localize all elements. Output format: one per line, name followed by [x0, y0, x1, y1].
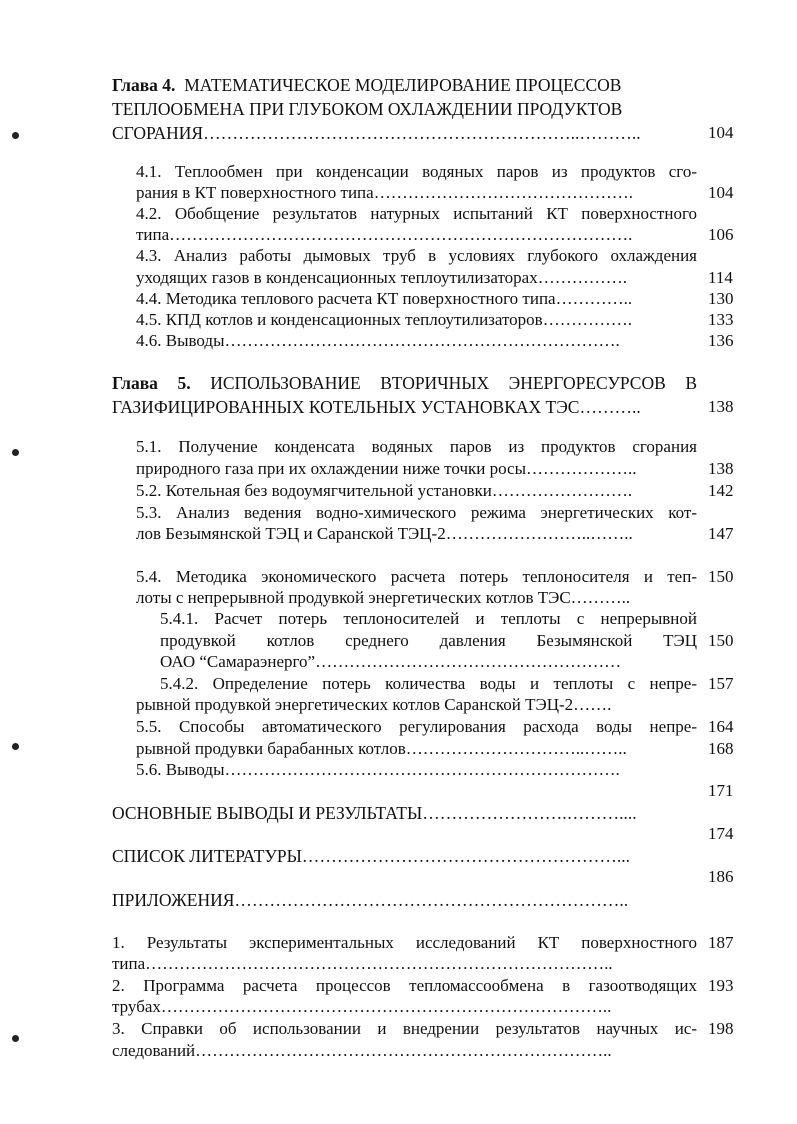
toc-4-1-line-2: рания в КТ поверхностного типа………………………………………. [136, 183, 633, 202]
references-page: 186 [708, 867, 734, 886]
toc-5-4-1-line-1: 5.4.1. Расчет потерь теплоносителей и теплоты с непрерывной [160, 609, 697, 628]
conclusions-entry: ОСНОВНЫЕ ВЫВОДЫ И РЕЗУЛЬТАТЫ…………………….……….... [112, 803, 637, 823]
appendix-1-line-2: типа……………………………………………………………………….. [112, 954, 613, 973]
toc-5-4-1-line-3: ОАО “Самараэнерго”……………………………………………… [160, 652, 622, 671]
toc-5-3-line-1: 5.3. Анализ ведения водно-химического режима энергетических кот- [136, 503, 697, 522]
toc-5-6-page: 171 [708, 781, 734, 800]
toc-5-1-page: 138 [708, 459, 734, 478]
toc-4-3-line-1: 4.3. Анализ работы дымовых труб в условиях глубокого охлаждения [136, 246, 697, 265]
toc-5-4-2-line-2: рывной продувкой энергетических котлов Саранской ТЭЦ-2……. [136, 695, 612, 714]
toc-5-5-line-1: 5.5. Способы автоматического регулирования расхода воды непре- [136, 717, 697, 736]
toc-4-5: 4.5. КПД котлов и конденсационных теплоутилизаторов……………. [136, 310, 632, 329]
appendices-entry: ПРИЛОЖЕНИЯ………………………………………………………….. [112, 890, 629, 910]
toc-4-4: 4.4. Методика теплового расчета КТ поверхностного типа………….. [136, 289, 633, 308]
toc-4-2-page: 106 [708, 225, 734, 244]
toc-4-4-page: 130 [708, 289, 734, 308]
punch-hole-1 [12, 132, 19, 139]
appendix-1-page: 187 [708, 933, 734, 952]
appendix-3-line-1: 3. Справки об использовании и внедрении результатов научных ис- [112, 1019, 697, 1038]
toc-4-1-page: 104 [708, 183, 734, 202]
toc-5-4-line-1: 5.4. Методика экономического расчета потерь теплоносителя и теп- [136, 567, 697, 586]
appendix-1-line-1: 1. Результаты экспериментальных исследований КТ поверхностного [112, 933, 697, 952]
toc-4-5-page: 133 [708, 310, 734, 329]
references-entry: СПИСОК ЛИТЕРАТУРЫ………………………………………………... [112, 846, 630, 866]
toc-4-3-line-2: уходящих газов в конденсационных теплоутилизаторах……………. [136, 268, 627, 287]
toc-4-3-page: 114 [708, 268, 733, 287]
toc-5-2-page: 142 [708, 481, 734, 500]
toc-5-4-1-page: 150 [708, 631, 734, 650]
conclusions-page: 174 [708, 824, 734, 843]
chapter-4-page: 104 [708, 123, 734, 142]
toc-5-3-line-2: лов Безымянской ТЭЦ и Саранской ТЭЦ-2……………………..…….. [136, 524, 633, 543]
chapter-5-title-1: ИСПОЛЬЗОВАНИЕ ВТОРИЧНЫХ ЭНЕРГОРЕСУРСОВ В [210, 373, 698, 393]
appendix-3-line-2: следований……………………………………………………………….. [112, 1041, 612, 1060]
toc-5-3-page: 147 [708, 524, 734, 543]
toc-5-4-line-2: лоты с непрерывной продувкой энергетических котлов ТЭС……….. [136, 588, 631, 607]
punch-hole-2 [12, 449, 19, 456]
toc-5-5-line-2: рывной продувки барабанных котлов…………………………..…….. [136, 739, 627, 758]
toc-5-4-2-line-1: 5.4.2. Определение потерь количества воды и теплоты с непре- [160, 674, 697, 693]
toc-5-4-page: 150 [708, 567, 734, 586]
chapter-4-title-1: МАТЕМАТИЧЕСКОЕ МОДЕЛИРОВАНИЕ ПРОЦЕССОВ [184, 75, 622, 95]
punch-hole-3 [12, 743, 19, 750]
chapter-5-page: 138 [708, 397, 734, 416]
toc-5-5-page-a: 164 [708, 717, 734, 736]
punch-hole-4 [12, 1035, 19, 1042]
toc-4-1-line-1: 4.1. Теплообмен при конденсации водяных паров из продуктов сго- [136, 162, 697, 181]
toc-5-5-page-b: 168 [708, 739, 734, 758]
toc-5-1-line-2: природного газа при их охлаждении ниже точки росы……………….. [136, 459, 637, 478]
toc-4-2-line-1: 4.2. Обобщение результатов натурных испытаний КТ поверхностного [136, 204, 697, 223]
toc-5-2: 5.2. Котельная без водоумягчительной установки……………………. [136, 481, 633, 500]
chapter-5-title-2: ГАЗИФИЦИРОВАННЫХ КОТЕЛЬНЫХ УСТАНОВКАХ ТЭС……….. [112, 397, 641, 417]
chapter-4-label: Глава 4. [112, 75, 176, 95]
toc-5-4-2-page: 157 [708, 674, 734, 693]
toc-5-1-line-1: 5.1. Получение конденсата водяных паров из продуктов сгорания [136, 437, 697, 456]
toc-5-6: 5.6. Выводы……………………………………………………………. [136, 760, 620, 779]
appendix-3-page: 198 [708, 1019, 734, 1038]
chapter-4-title-3: СГОРАНИЯ………………………………………………………..……….. [112, 123, 641, 143]
appendix-2-line-2: трубах…………………………………………………………………….. [112, 997, 612, 1016]
toc-4-6: 4.6. Выводы……………………………………………………………. [136, 331, 620, 350]
toc-4-2-line-2: типа………………………………………………………………………. [136, 225, 633, 244]
toc-5-4-1-line-2: продувкой котлов среднего давления Безымянской ТЭЦ [160, 631, 697, 650]
toc-4-6-page: 136 [708, 331, 734, 350]
chapter-4-title-2: ТЕПЛООБМЕНА ПРИ ГЛУБОКОМ ОХЛАЖДЕНИИ ПРОДУКТОВ [112, 99, 623, 119]
appendix-2-line-1: 2. Программа расчета процессов тепломассообмена в газоотводящих [112, 976, 697, 995]
chapter-5-label: Глава 5. [112, 373, 191, 393]
appendix-2-page: 193 [708, 976, 734, 995]
